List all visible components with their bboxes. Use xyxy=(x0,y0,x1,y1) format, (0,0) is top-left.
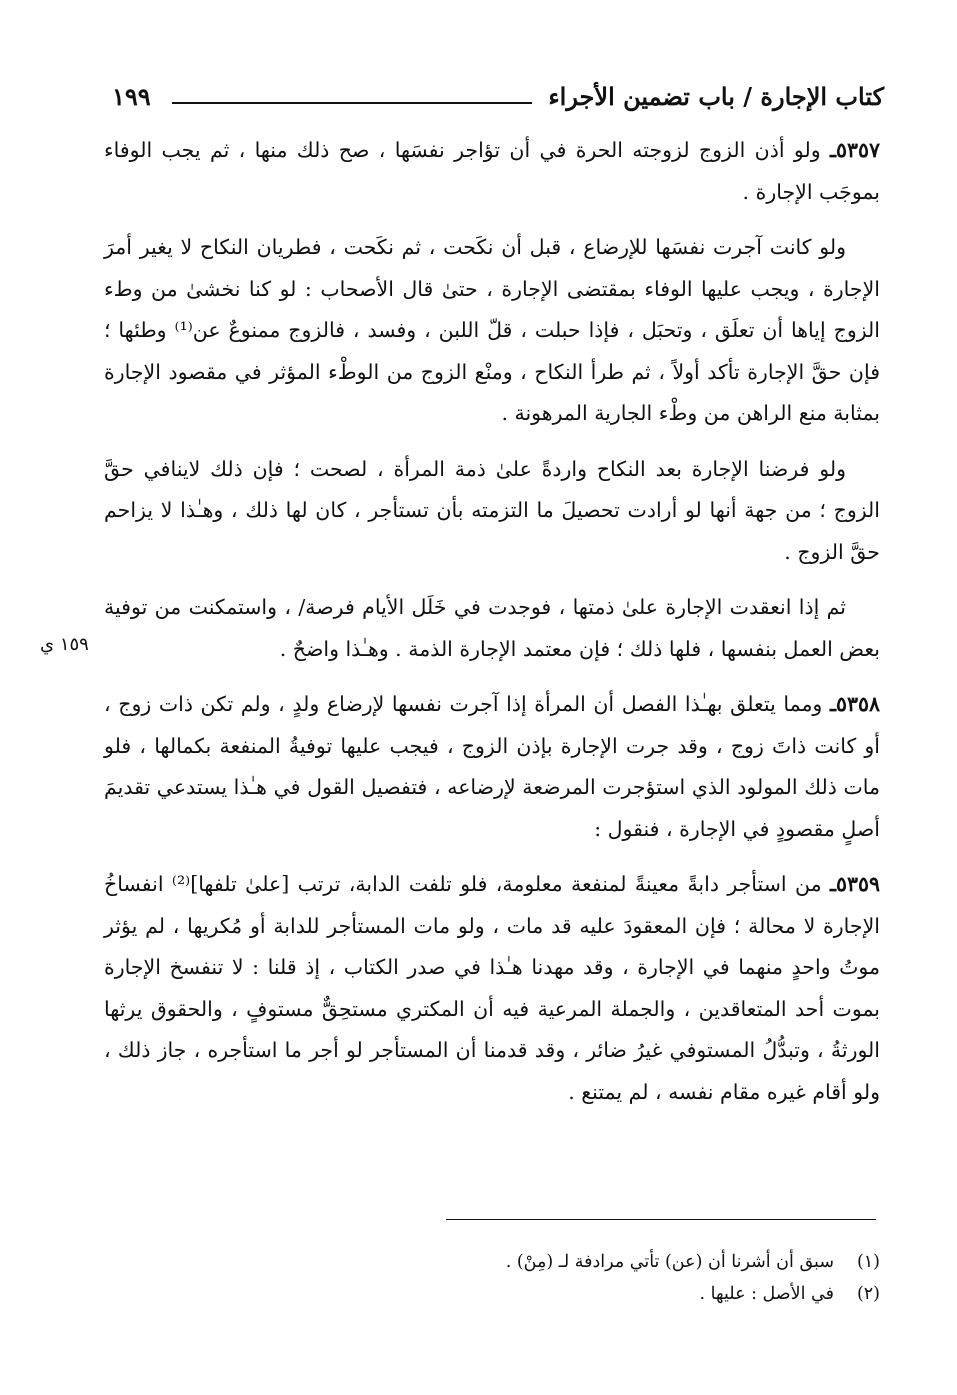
running-title: كتاب الإجارة / باب تضمين الأجراء xyxy=(548,82,884,111)
paragraph-number: ٥٣٥٧ـ xyxy=(829,138,880,162)
paragraph-text: ثم إذا انعقدت الإجارة علىٰ ذمتها ، فوجدت في خَلَل الأيام فرصة/ ، واستمكنت من توفية بعض العمل بنفسها ، فلها ذلك ؛ فإن معتمد الإجارة الذمة . وهـٰذا واضحٌ . xyxy=(104,595,880,661)
paragraph-text: ولو فرضنا الإجارة بعد النكاح واردةً علىٰ ذمة المرأة ، لصحت ؛ فإن ذلك لاينافي حقَّ الزوج ؛ من جهة أنها لو أرادت تحصيلَ ما التزمته بأن تستأجر ، كان لها ذلك ، وهـٰذا لا يزاحم حقَّ الزوج . xyxy=(104,456,880,564)
footnote-text: في الأصل : عليها . xyxy=(699,1284,834,1304)
footnote-number: (١) xyxy=(856,1252,880,1272)
header-rule xyxy=(172,102,532,104)
paragraph-5357 xyxy=(104,130,880,213)
paragraph xyxy=(104,227,880,435)
main-text xyxy=(104,130,880,1127)
paragraph-text: من استأجر دابةً معينةً لمنفعة معلومة، فلو تلفت الدابة، ترتب [علىٰ تلفها]⁽²⁾ انفساخُ الإجارة لا محالة ؛ فإن المعقودَ عليه قد مات ، ولو مات المستأجر للدابة أو مُكريها ، لم يؤثر موتُ واحدٍ منهما في الإجارة ، وقد مهدنا هـٰذا في صدر الكتاب ، إذ قلنا : لا تنفسخ الإجارة بموت أحد المتعاقدين ، والجملة المرعية فيه أن المكتري مستحِقٌّ مستوفٍ ، والحقوق يرثها الورثةُ ، وتبدُّلُ المستوفي غيرُ ضائر ، وقد قدمنا أن المستأجر لو أجر ما استأجره ، جاز ذلك ، ولو أقام غيره مقام نفسه ، لم يمتنع . xyxy=(104,872,880,1104)
footnote xyxy=(104,1278,880,1310)
paragraph-number: ٥٣٥٨ـ xyxy=(829,692,880,716)
paragraph-number: ٥٣٥٩ـ xyxy=(829,872,880,896)
paragraph-5358 xyxy=(104,684,880,850)
paragraph-text: ولو أذن الزوج لزوجته الحرة في أن تؤاجر نفسَها ، صح ذلك منها ، ثم يجب الوفاء بموجَب الإجارة . xyxy=(104,138,880,204)
paragraph xyxy=(104,449,880,574)
paragraph-5359 xyxy=(104,864,880,1113)
page-header xyxy=(100,78,884,122)
paragraph-text: ومما يتعلق بهـٰذا الفصل أن المرأة إذا آجرت نفسها لإرضاع ولدٍ ، ولم تكن ذات زوج ، أو كانت ذاتَ زوج ، وقد جرت الإجارة بإذن الزوج ، فيجب عليها توفيةُ المنفعة بكمالها ، فلو مات ذلك المولود الذي استؤجرت المرضعة لإرضاعه ، فتفصيل القول في هـٰذا يستدعي تقديمَ أصلٍ مقصودٍ في الإجارة ، فنقول : xyxy=(104,692,880,841)
footnote-rule xyxy=(446,1219,876,1220)
paragraph xyxy=(104,587,880,670)
footnote-number: (٢) xyxy=(856,1284,880,1304)
margin-folio-note: ١٥٩ ي xyxy=(40,634,89,655)
page-number: ١٩٩ xyxy=(112,82,151,111)
footnote-text: سبق أن أشرنا أن (عن) تأتي مرادفة لـ (مِنْ) . xyxy=(505,1252,834,1272)
footnotes xyxy=(104,1246,880,1310)
paragraph-text: ولو كانت آجرت نفسَها للإرضاع ، قبل أن نكَحت ، ثم نكَحت ، فطريان النكاح لا يغير أمرَ الإجارة ، ويجب عليها الوفاء بمقتضى الإجارة ، حتىٰ قال الأصحاب : لو كنا نخشىٰ من وطء الزوج إياها أن تعلَق ، وتحبَل ، فإذا حبلت ، قلّ اللبن ، وفسد ، فالزوج ممنوعٌ عن⁽¹⁾ وطئها ؛ فإن حقَّ الإجارة تأكد أولاً ، ثم طرأ النكاح ، ومنْع الزوج من الوطْء المؤثر في مقصود الإجارة بمثابة منع الراهن من وطْء الجارية المرهونة . xyxy=(104,235,880,425)
footnote xyxy=(104,1246,880,1278)
